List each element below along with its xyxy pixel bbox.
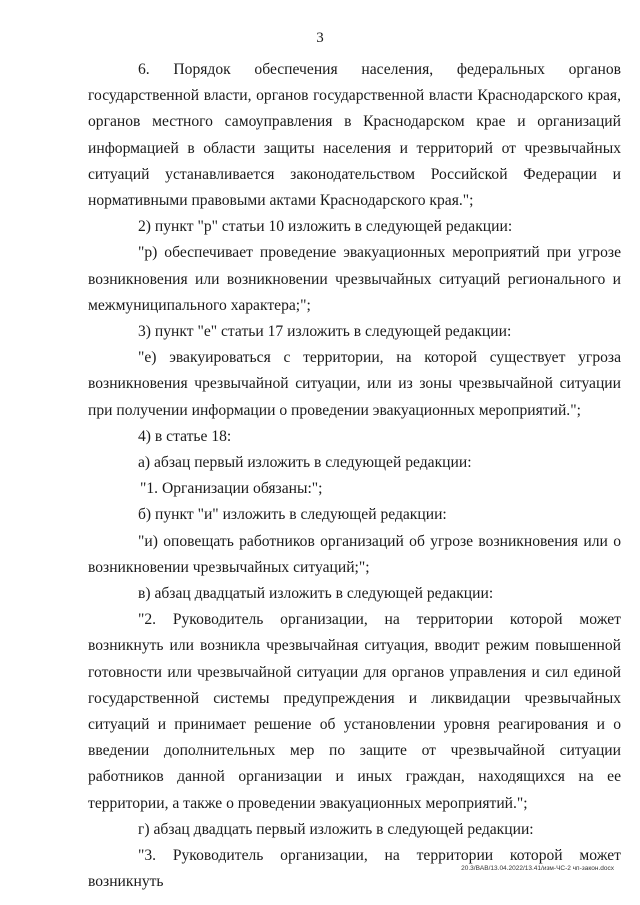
paragraph-quote-1: "1. Организации обязаны:"; — [140, 480, 323, 498]
paragraph-amend-2: 2) пункт "р" статьи 10 изложить в следующей редакции: — [138, 218, 513, 236]
page-number: 3 — [316, 30, 324, 46]
paragraph-amend-4: 4) в статье 18: — [138, 427, 232, 445]
document-body — [88, 57, 621, 896]
paragraph-quote-e: "е) эвакуироваться с территории, на которой существует угроза возникновения чрезвычайной ситуации, или из зоны чрезвычайной ситуации при получении информации о проведении эвакуационных мероприятий."; — [88, 349, 621, 419]
footer-file-path: 20.3/BAB/13.04.2022/13.41/изм-ЧС-2 чп-закон.docx — [461, 865, 614, 872]
paragraph-sub-g: г) абзац двадцать первый изложить в следующей редакции: — [138, 820, 534, 838]
paragraph-sub-b: б) пункт "и" изложить в следующей редакции: — [138, 506, 447, 524]
paragraph-quote-i: "и) оповещать работников организаций об угрозе возникновения или о возникновении чрезвычайных ситуаций;"; — [88, 532, 621, 576]
paragraph-item-6: 6. Порядок обеспечения населения, федеральных органов государственной власти, органов государственной власти Краснодарского края, органов местного самоуправления в Краснодарском крае и организаций информацией в области защиты населения и территорий от чрезвычайных ситуаций устанавливается законодательством Российской Федерации и нормативными правовыми актами Краснодарского края."; — [88, 61, 621, 210]
paragraph-sub-v: в) абзац двадцатый изложить в следующей редакции: — [138, 585, 494, 603]
paragraph-quote-3: "3. Руководитель организации, на территории которой может возникнуть — [88, 847, 621, 891]
paragraph-sub-a: а) абзац первый изложить в следующей редакции: — [138, 454, 472, 472]
paragraph-quote-r: "р) обеспечивает проведение эвакуационных мероприятий при угрозе возникновения или возникновении чрезвычайных ситуаций регионального и межмуниципального характера;"; — [88, 244, 621, 314]
paragraph-amend-3: 3) пункт "е" статьи 17 изложить в следующей редакции: — [138, 323, 512, 341]
paragraph-quote-2: "2. Руководитель организации, на территории которой может возникнуть или возникла чрезвычайная ситуация, вводит режим повышенной готовности или чрезвычайной ситуации для органов управления и сил единой государственной системы предупреждения и ликвидации чрезвычайных ситуаций и принимает решение об установлении уровня реагирования и о введении дополнительных мер по защите от чрезвычайной ситуации работников данной организации и иных граждан, находящихся на ее территории, а также о проведении эвакуационных мероприятий."; — [88, 611, 621, 812]
